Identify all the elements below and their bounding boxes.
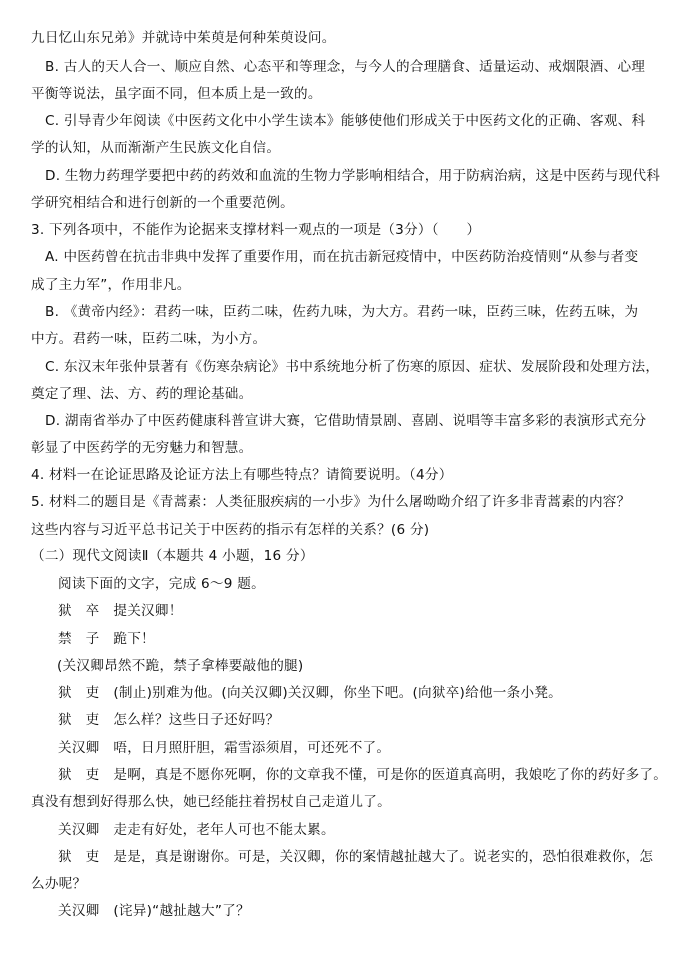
dialogue-line: 关汉卿 走走有好处，老年人可也不能太累。	[58, 822, 335, 838]
text-line: 学研究相结合和进行创新的一个重要范例。	[31, 195, 295, 211]
text-line: 真没有想到好得那么快，她已经能拄着拐杖自己走道儿了。	[31, 794, 391, 810]
text-line: 中方。君药一味，臣药二味，为小方。	[31, 331, 267, 347]
option-b-line: B. 古人的天人合一、顺应自然、心态平和等理念，与今人的合理膳食、适量运动、戒烟限酒、心理	[45, 59, 646, 75]
dialogue-line: 关汉卿 (诧异)“越扯越大”了？	[58, 903, 250, 919]
dialogue-line: 狱 吏 怎么样？这些日子还好吗？	[58, 712, 280, 728]
text-line: 平衡等说法，虽字面不同，但本质上是一致的。	[31, 86, 322, 102]
text-line: 九日忆山东兄弟》并就诗中茱萸是何种茱萸设问。	[31, 30, 336, 46]
dialogue-line: 狱 吏 (制止)别难为他。(向关汉卿)关汉卿，你坐下吧。(向狱卒)给他一条小凳。	[58, 685, 563, 701]
option-d-line: D. 湖南省举办了中医药健康科普宣讲大赛，它借助情景剧、喜剧、说唱等丰富多彩的表演形式充分	[45, 413, 647, 429]
option-b-line: B. 《黄帝内经》：君药一味，臣药二味，佐药九味，为大方。君药一味，臣药三味，佐药五味，为	[45, 304, 639, 320]
dialogue-line: 禁 子 跪下！	[58, 631, 155, 647]
text-line: 奠定了理、法、方、药的理论基础。	[31, 386, 253, 402]
stage-direction: (关汉卿昂然不跪，禁子拿棒要敲他的腿)	[57, 658, 304, 674]
question-3: 3. 下列各项中，不能作为论据来支撑材料一观点的一项是（3分）（ ）	[31, 222, 481, 238]
text-line: 成了主力军”，作用非凡。	[31, 277, 191, 293]
option-d-line: D. 生物力药理学要把中药的药效和血流的生物力学影响相结合，用于防病治病，这是中医药与现代科	[45, 168, 661, 184]
section-heading: （二）现代文阅读Ⅱ（本题共 4 小题，16 分）	[31, 548, 314, 564]
text-line: 彰显了中医药学的无穷魅力和智慧。	[31, 440, 253, 456]
dialogue-line: 狱 吏 是是，真是谢谢你。可是，关汉卿，你的案情越扯越大了。说老实的，恐怕很难救你，怎	[58, 849, 654, 865]
option-c-line: C. 引导青少年阅读《中医药文化中小学生读本》能够使他们形成关于中医药文化的正确、客观、科	[45, 113, 646, 129]
option-c-line: C. 东汉末年张仲景著有《伤寒杂病论》书中系统地分析了伤寒的原因、症状、发展阶段和处理方法，	[45, 359, 660, 375]
question-4: 4. 材料一在论证思路及论证方法上有哪些特点？请简要说明。（4分）	[31, 467, 453, 483]
instruction-line: 阅读下面的文字，完成 6～9 题。	[58, 576, 265, 592]
text-line: 这些内容与习近平总书记关于中医药的指示有怎样的关系？(6 分)	[31, 522, 430, 538]
text-line: 么办呢？	[31, 876, 87, 892]
text-line: 学的认知，从而渐渐产生民族文化自信。	[31, 140, 281, 156]
dialogue-line: 狱 吏 是啊，真是不愿你死啊，你的文章我不懂，可是你的医道真高明，我娘吃了你的药好多了。	[58, 767, 668, 783]
dialogue-line: 狱 卒 提关汉卿！	[58, 603, 183, 619]
option-a-line: A. 中医药曾在抗击非典中发挥了重要作用，而在抗击新冠疫情中，中医药防治疫情则“从参与者变	[45, 249, 639, 265]
dialogue-line: 关汉卿 唔，日月照肝胆，霜雪添须眉，可还死不了。	[58, 740, 391, 756]
question-5: 5. 材料二的题目是《青蒿素：人类征服疾病的一小步》为什么屠呦呦介绍了许多非青蒿素的内容？	[31, 494, 631, 510]
